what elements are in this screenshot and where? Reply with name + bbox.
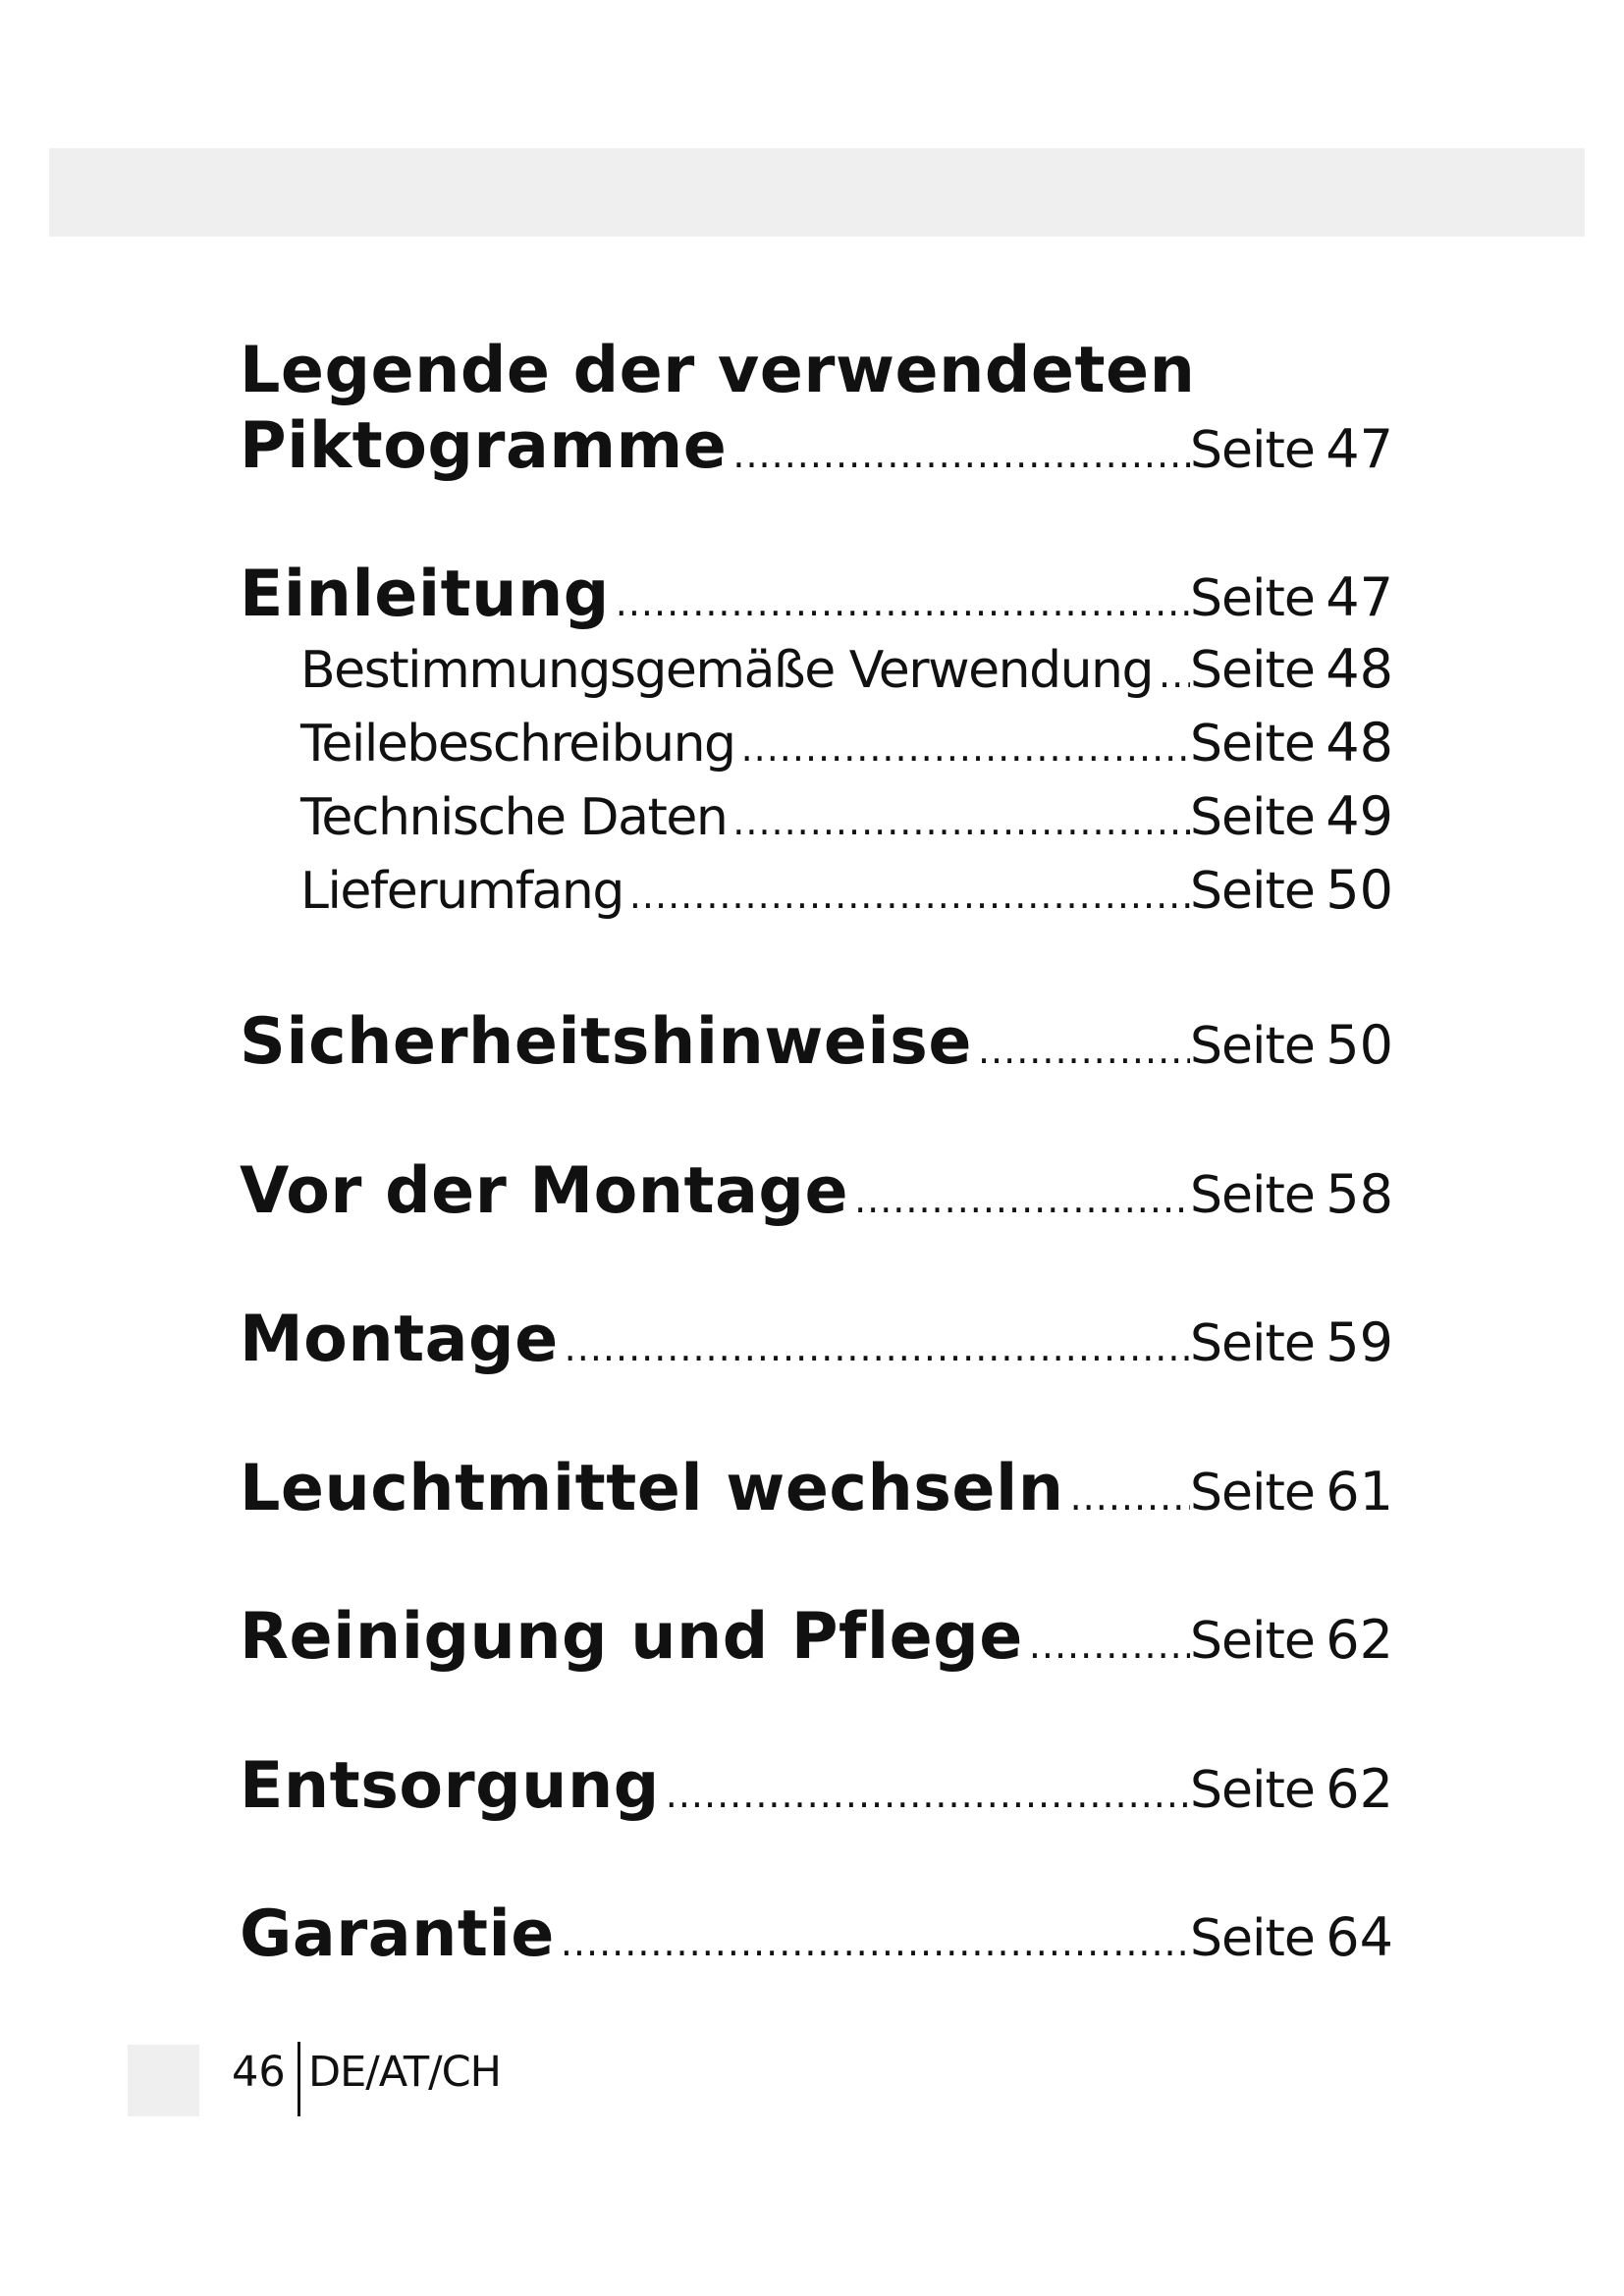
toc-entry-teilebeschreibung[interactable] xyxy=(300,712,1393,774)
header-band xyxy=(49,148,1585,237)
toc-entry-seite: Seite xyxy=(1190,569,1315,628)
toc-entry-seite: Seite xyxy=(1190,1464,1315,1522)
toc-entry-page: 61 xyxy=(1326,1461,1393,1522)
toc-entry-title: Vor der Montage xyxy=(240,1154,849,1228)
dot-leader xyxy=(1029,1624,1190,1667)
toc-entry-title: Lieferumfang xyxy=(300,862,623,921)
toc-entry-reinigung-und-pflege[interactable] xyxy=(240,1600,1393,1674)
toc-entry-title: Piktogramme xyxy=(240,409,728,483)
toc-entry-title: Reinigung und Pflege xyxy=(240,1600,1023,1674)
dot-leader xyxy=(666,1773,1190,1816)
dot-leader xyxy=(854,1178,1190,1221)
dot-leader xyxy=(616,581,1190,624)
toc-entry-page: 59 xyxy=(1326,1311,1393,1373)
dot-leader xyxy=(565,1326,1190,1369)
dot-leader xyxy=(1070,1475,1190,1519)
toc-entry-garantie[interactable] xyxy=(240,1897,1393,1971)
dot-leader xyxy=(741,726,1190,770)
toc-entry-title: Einleitung xyxy=(240,558,610,631)
toc-entry-seite: Seite xyxy=(1190,1166,1315,1225)
toc-entry-seite: Seite xyxy=(1190,1017,1315,1076)
footer-marker-box xyxy=(128,2045,199,2116)
footer-page-number: 46 xyxy=(232,2048,286,2097)
toc-entry-title: Sicherheitshinweise xyxy=(240,1005,972,1079)
toc-entry-bestimmungsgemaesse-verwendung[interactable] xyxy=(300,638,1393,700)
toc-title-line1: Legende der verwendeten xyxy=(240,334,1196,407)
toc-entry-page: 49 xyxy=(1326,785,1393,847)
dot-leader xyxy=(978,1029,1190,1072)
toc-entry-seite: Seite xyxy=(1190,1314,1315,1373)
toc-entry-seite: Seite xyxy=(1190,1909,1315,1968)
toc-entry-page: 50 xyxy=(1326,859,1393,921)
toc-entry-page: 47 xyxy=(1326,566,1393,628)
toc-entry-seite: Seite xyxy=(1190,788,1315,847)
toc-entry-title: Garantie xyxy=(240,1897,555,1971)
toc-entry-title: Entsorgung xyxy=(240,1749,660,1823)
dot-leader xyxy=(1159,653,1190,696)
dot-leader xyxy=(561,1921,1190,1964)
toc-entry-entsorgung[interactable] xyxy=(240,1749,1393,1823)
toc-entry-vor-der-montage[interactable] xyxy=(240,1154,1393,1228)
toc-entry-title: Montage xyxy=(240,1303,559,1376)
toc-entry-seite: Seite xyxy=(1190,1612,1315,1671)
toc-entry-seite: Seite xyxy=(1190,641,1315,700)
toc-entry-page: 64 xyxy=(1326,1906,1393,1968)
toc-entry-page: 48 xyxy=(1326,638,1393,700)
toc-entry-einleitung[interactable] xyxy=(240,558,1393,631)
dot-leader xyxy=(629,874,1190,917)
toc-entry-montage[interactable] xyxy=(240,1303,1393,1376)
footer-region: DE/AT/CH xyxy=(308,2048,501,2097)
dot-leader xyxy=(732,800,1190,843)
toc-entry-title: Bestimmungsgemäße Verwendung xyxy=(300,641,1154,700)
toc-entry-technische-daten[interactable] xyxy=(300,785,1393,847)
toc-entry-piktogramme[interactable] xyxy=(240,409,1393,483)
toc-entry-seite: Seite xyxy=(1190,421,1315,480)
toc-entry-page: 62 xyxy=(1326,1758,1393,1820)
toc-entry-leuchtmittel-wechseln[interactable] xyxy=(240,1452,1393,1525)
toc-entry-seite: Seite xyxy=(1190,1761,1315,1820)
toc-entry-page: 50 xyxy=(1326,1014,1393,1076)
toc-entry-lieferumfang[interactable] xyxy=(300,859,1393,921)
toc-entry-seite: Seite xyxy=(1190,862,1315,921)
toc-entry-title: Leuchtmittel wechseln xyxy=(240,1452,1064,1525)
footer-divider xyxy=(298,2042,300,2116)
toc-entry-title: Teilebeschreibung xyxy=(300,715,735,774)
toc-entry-page: 58 xyxy=(1326,1163,1393,1225)
toc-entry-seite: Seite xyxy=(1190,715,1315,774)
toc-entry-title: Technische Daten xyxy=(300,788,728,847)
toc-entry-page: 47 xyxy=(1326,418,1393,480)
toc-entry-page: 62 xyxy=(1326,1609,1393,1671)
dot-leader xyxy=(732,433,1190,476)
toc-entry-page: 48 xyxy=(1326,712,1393,774)
toc-entry-sicherheitshinweise[interactable] xyxy=(240,1005,1393,1079)
